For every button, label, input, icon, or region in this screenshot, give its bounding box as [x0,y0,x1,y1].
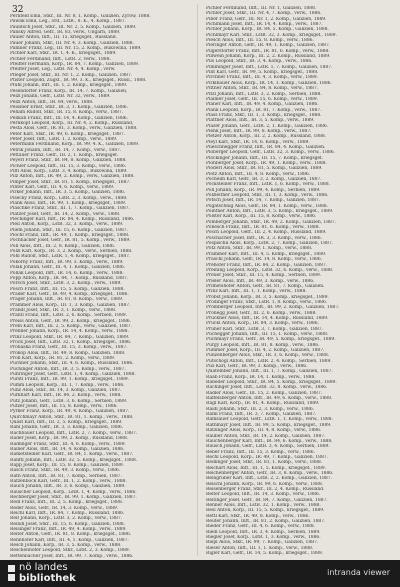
list-entry: Pelzl Johann, Gefr., LstB. Nr. 32, verw., 1889. [10,94,111,100]
list-entry: Pfeiffer Hermann, Korp., IR. 84, 7. Komp., Galizien, 1889. [10,62,140,68]
list-entry: Reichart Alois, Inft., III. 1, 5. Komp., kriegsgef., 1889. [206,465,326,471]
list-entry: Pichlmayr Karl, Stkr., LstB. 32, 3. Komp., kriegsgef., 1889. [206,32,337,38]
list-entry: Pimper Josef, Stkr., IR. 81, 1. Komp., kriegsgef., 1887. [10,179,131,185]
logo-mark-icon [8,565,15,581]
list-entry: Posch Franz, Inft., III. 15, 5. Komp., Galizien, 1888. [10,286,125,292]
list-entry: Pesta Alois, Gefr., IR. 81, 3. Komp., verw., Galizien, 1888. [10,126,138,132]
list-entry: Quast Karl, Inft., III. 2, 5. Komp., kriegsgef., 1889. [10,420,123,426]
list-entry: Plenk Josef, Inft., IR. 99, 8. Komp., verw., 1887. [206,128,312,134]
list-entry: Pokorny Franz, Inft., IR. 99, 3. Komp., verw., 1889. [10,259,124,265]
list-entry: Preiss Anton, Gefr., IR. 99, 2. Komp., kriegsgef., 1886. [10,318,131,324]
list-entry: Rachinger Josef, Inft., LstB. 32, 8. Komp., verw., 1886. [206,385,328,391]
list-entry: Pöcheim Karl, Gefr., IR. 3, 2. Komp., Galizien, 1887. [206,177,322,182]
list-entry: Renner Alois, Inft., LstB. 32, 1. Komp., verw., 1888. [206,502,321,508]
list-entry: Ratzinger Alois, Korp., III. 4, 8. Komp., verw., 1886. [206,428,322,434]
list-entry: Pleyl Karl, Stkr., IR. 14, 6. Komp., verw., 1889. [206,139,310,145]
list-entry: Ranftl Johann, Inft., LstB. 32, 5. Komp., kriegsgef., 1888. [10,457,138,463]
list-entry: Prandl Josef, Stkr., IR. 3, 1. Komp., verw., 1888. [10,307,117,313]
list-entry: Pöll Johann, Korp., IR. 99, 4. Komp., Serbien, 1889. [206,187,321,193]
list-entry: Pliem Johann, Stkr., III. 15, 6. Komp., Galizien, 1887. [10,227,128,233]
list-entry: Pux Karl, Gefr., IR. 99, 3. Komp., verw., 1886. [206,364,308,370]
list-entry: Plattner Alois, Inft., IR. 3, 5. Komp., verw., 1889. [206,118,315,124]
list-entry: Reitinger Josef, Gefr., IR. 84, 7. Komp., Galizien, 1887. [206,497,328,503]
list-entry: Peissner Ernst, Stkr., IR. 3, 1. Komp., Galizien, 1886. [10,104,128,110]
list-entry: Peham Rudolf, Stkr., IR. 15, 8. Komp., verw., 1887. [10,110,124,116]
library-logo[interactable] [8,562,76,584]
list-entry: Rader Josef, Korp., IR. 99, 2. Komp., Russland, 1888. [10,436,129,442]
list-entry: Reuter Johann, Inft., IR. 81, 2. Komp., Galizien, 1887. [206,519,326,524]
list-entry: Prinz Leopold, Stkr., IR. 84, 7. Komp., Galizien, 1889. [10,334,130,340]
list-entry: Rathmayr Josef, Inft., IR. 99, 5. Komp., kriegsgef., 1889. [206,422,332,428]
list-entry: Rabeder Leopold, Stkr., IR. 84, 5. Komp., kriegsgef., 1889. [206,380,337,386]
list-entry: Prager Johann, Inft., IR. 81, 8. Komp., verw., 1889. [10,297,124,303]
list-entry: Piber Franz, Gefr., III. Nr. 1, 2. Komp., Galizien, 1889. [206,16,327,22]
list-entry: Plöderl Alois, Stkr., IR. 81, 5. Komp., Galizien, 1889. [206,166,323,172]
list-entry: Rechberger Josef, Stkr., IR. 99, 1. Komp., Galizien, 1887. [10,494,137,500]
list-entry: Peter Karl, Stkr., IR. 49, 6. Komp., kriegsgef., 1887. [10,131,126,137]
list-entry: Polster Karl, Korp., III. 15, 8. Komp., verw., 1886. [206,214,317,220]
list-entry: Pöcksteiner Franz, Inft., LstR. 1, 6. Komp., verw., 1888. [206,182,330,188]
list-entry: Plazer Johann, Gefr., LstR. 2, 1. Komp., Galizien, 1886. [206,123,329,129]
list-entry: Rabl Johann, Gefr., IR. 3, 3. Komp., Galizien, 1886. [10,425,124,431]
list-entry: Prieler Alois, Inft., IR. 49, 3. Komp., verw., 1886. [206,278,315,284]
list-entry: Rauch Johann, Inft., IR. 3, 6. Komp., Galizien, 1889. [10,484,126,490]
list-entry: Pils Leopold, Stkr., IR. 3, 4. Komp., verw., 1886. [206,59,313,65]
list-entry: Peyerl Franz, Stkr., IR. 84, 8. Komp., Galizien, 1888. [10,158,127,164]
list-entry: Pawlik Emil, Leg., ord., LstB., 8. K., 4. Komp., 1887. [10,19,126,25]
list-entry: Pointner Anton, Inft., LstB. 3, 5. Komp., kriegsgef., 1889. [206,209,334,215]
list-entry: Rechl Leopold, Korp., IR. 49, 7. Komp., Galizien, 1887. [206,454,328,460]
list-entry: Pillwein Johann, Korp., III. 2, 2. Komp., Russland, 1889. [206,54,331,60]
list-entry: Ponesch Franz, Inft., IR. 81, 6. Komp., verw., 1888. [206,225,320,231]
list-entry: Ratzenböck Karl, Gefr., III. 1, 2. Komp., verw., 1888. [10,478,127,484]
list-entry: Pichler Leopold, Inft., III. 15, 3. Komp., verw., 1886. [10,163,127,169]
logo-line-2: bibliothek [19,573,76,584]
list-entry: Prohaska Franz, Gefr., III. 15, 3. Komp., verw., 1887. [10,345,128,351]
list-entry: Prem Karl, Inft., III. 2, 5. Komp., verw., Galizien, 1887. [10,323,132,329]
list-entry: Pernfeld Emil, Stkr., III. Nr. 8, 1. Komp., Galizien, Zyrów, 1888. [10,14,151,19]
list-entry: Pötsch Josef, Inft., IR. 14, 7. Komp., Galizien, 1887. [206,198,321,204]
logo-text [19,562,76,584]
list-entry: Pernkopf Leopold, Korp., III. Nr. 4, 2. Komp., Russland, [10,120,134,126]
list-entry: Pint Karl, Gefr., IR. 99, 5. Komp., kriegsgef., 1888. [206,70,319,76]
list-entry: Prader Karl, Gefr., IR. 49, 4. Komp., kriegsgef., 1886. [10,291,129,297]
list-entry: Pirker Johann, Inft., IR. 3, 5. Komp., Galizien, 1886. [10,190,126,196]
list-entry: Pichler Karl, Stkr., IR. 1, 4. K., kriegsgef., 1889. [10,51,117,57]
list-entry: Pühringer Josef, Gefr., LstR. 1, 4. Komp., Galizien, 1888. [10,372,136,378]
list-entry: Primetshofer Anton, Gefr., IR. 81, 7. Komp., Galizien. [206,283,325,289]
list-entry: Pimminger Josef, Inft., LstR. 1, 7. Komp., Galizien, 1887. [206,64,333,70]
list-entry: Rennhofer Karl, Inft., III. 4, 1. Komp., Galizien, 1887. [10,537,129,543]
list-entry: Pichlmann Josef, Inft., IR. 14, 4. Komp., verw., 1887. [206,22,323,28]
list-entry: Pirchner Franz, Inft., III. 4, 3. Komp., verw., 1889. [206,75,318,81]
list-entry: Rath Anton, Inft., IR. 81, 7. Komp., Serbien, 1887. [10,473,122,479]
list-entry: Pumm Leopold, Korp., III. 1, 7. Komp., verw., 1886. [10,382,125,388]
list-entry: Rigler Karl, Gefr., IR. 14, 5. Komp., kriegsgef., 1889. [206,551,324,557]
list-entry: Riedl Leopold, Inft., IR. 3, 4. Komp., Serbien, 1889. [206,529,321,535]
list-entry: Prinz Karl, Inft., III. 1, 1. Komp., verw., 1888. [206,289,307,295]
list-entry: Pomberger Johann, Stkr., IR. 49, 2. Komp., Galizien, 1887. [206,219,337,225]
list-entry: Riegler Josef, Korp., LstR. 1, 3. Komp., verw., 1886. [206,535,321,541]
list-entry: Rieder Franz, Gefr., III. 4, 6. Komp., verw., 1888. [206,524,315,530]
list-entry: Polak Johann, Gefr., III. 4, 1. Komp., Galizien, 1886. [10,265,126,271]
list-entry: Pölzl Karl, Korp., IR. 3, 2. Komp., verw., Serbien, 1888. [10,249,133,255]
page-number: 32 [12,5,24,15]
list-entry: Pfister Leopold, Zugsf., IR. 99, 3. K., kriegsgef., Russl., 1888. [10,78,147,84]
list-entry: Pfuhl Johann, Inft., III. 1, 2. Komp., kriegsgef., 1889. [10,83,128,89]
list-entry: Preuer Josef, Stkr., III. 15, 4. Komp., Serbien, 1889. [206,273,322,279]
list-entry: Prückl Anton, Korp., IR. 84, 3. Komp., verw., 1886. [206,321,319,327]
list-entry: Prammer Karl, Inft., III. 4, 5. Komp., kriegsgef., 1889. [206,251,327,257]
list-entry: Porsch Josef, Stkr., LstB. 3, 2. Komp., verw., 1889. [10,281,122,287]
list-entry: Raml Franz, Inft., IR. 3, 7. Komp., Galizien, 1887. [206,412,317,418]
list-entry: Pfleger Josef, Stkr., III. Nr. 1, 2. Komp., Galizien, 1887. [10,72,133,78]
list-entry: Platzer Josef, Gefr., IR. 14, 2. Komp., verw., 1888. [10,211,121,217]
list-entry: Pesendorfer Franz, Korp., IR. 14, 7. Komp., Galizien, [10,88,128,94]
list-entry: Pettauer Franz, Gefr., III. 2, 1. Komp., kriegsgef. [10,152,119,158]
list-entry: Pürstl Franz, Inft., IR. 99, 1. Komp., kriegsgef., 1889. [10,377,129,383]
list-entry: Purkhart Karl, Inft., IR. 84, 2. Komp., verw., 1888. [10,393,122,399]
list-entry: Pyrker Franz, Korp., IR. 49, 4. Komp., Galizien, 1887. [10,409,130,415]
list-entry: Rauchenberger Karl, Inft., IR. 84, 6. Komp., verw., 1888. [206,438,333,444]
list-entry: Ramsauer Leopold, Gefr., LstR. 1, 1. Komp., verw., 1888. [206,417,333,423]
list-entry: Plank Leopold, Korp., IR. 81, 7. Komp., verw., 1887. [206,107,322,113]
list-entry: Pronegg Josef, Gefr., III. 2, 6. Komp., verw., 1888. [206,310,317,316]
list-entry: Ragl Karl, Korp., IR. 81, 4. Komp., Russland, 1889. [206,401,320,407]
list-entry: Reisenberger Franz, Stkr., III. 2, 4. Komp., Russland. [206,486,325,492]
list-entry: Pletzer Anton, Korp., III. 2, 2. Komp., Russland, 1888. [206,134,327,140]
list-entry: Pollak Leopold, Inft., IR. 14, 6. Komp., verw., 1888. [10,270,124,276]
list-entry: Plötz Anton, Inft., III. 4, 8. Komp., verw., 1886. [206,171,311,177]
list-entry: Reichenberger Anton, Gefr., IR. 3, 8. Komp., verw., 1886. [206,470,334,476]
list-entry: Riepl Alois, Stkr., IR. 99, 7. Komp., Galizien, 1887. [206,540,319,546]
list-entry: Rettenbacher Josef, Inft., IR. 99, 7. Komp., verw., 1886. [10,553,134,559]
list-entry: Reschenhofer Leopold, Stkr., LstR. 2, 3. Komp., 1889. [10,548,130,554]
right-column [206,6,384,556]
list-entry: Rachbauer Leopold, Inft., LstR. 2, 7. Komp., verw., 1887. [10,430,138,436]
list-entry: Poschacher Josef, Inft., IR. 3, 3. Komp., verw., 1886. [206,235,322,241]
list-entry: Plaschke Franz, Stkr., III. 1, 7. Komp., Galizien, 1887. [10,206,130,212]
list-entry: Petrik Johann, Inft., IR. 14, 7. Komp., verw., 1887. [10,147,122,153]
list-entry: Piesch Alois, Inft., III. 15, 8. Komp., verw., 1886. [206,38,314,44]
list-entry: Plohberger Josef, Korp., IR. 49, 1. Komp., verw., 1888. [206,160,327,166]
list-entry: Pogatschnig Alois, Gefr., IR. 84, 1. Komp., verw., 1888. [206,203,328,209]
list-entry: Radler Alois, Gefr., III. 15, 2. Komp., Galizien, 1887. [206,390,323,396]
list-entry: Puchmayr Franz, Gefr., IR. 49, 5. Komp., kriegsgef., 1889. [206,337,336,343]
list-entry: Putz Johann, Gefr., LstB. 3, 6. Komp., Serbien, 1889. [10,398,128,404]
list-entry: Reber Franz, Inft., III. 15, 3. Komp., verw., 1886. [206,449,315,455]
list-entry: Redlinger Josef, Stkr., IR. 81, 1. Komp., verw., 1888. [206,460,323,466]
list-entry: Punzenberger Alois, Stkr., IR. 3, 6. Komp., verw., 1888. [206,353,330,359]
list-entry: Pölzleitner Leopold, Stkr., III. 1, 3. Komp., verw., 1886. [206,193,329,199]
list-entry: Pelikan Franz, Inft., III. 14, 4. Komp., Galizien, 1886. [10,115,128,121]
list-entry: Petermann Ferdinand, Korp., IR. 99, 4. K., Galizien, 1889. [10,142,140,148]
list-entry: Pamner Franz, Leg., III. Nr. 15, 2. Komp., Bukowina, 1889. [10,46,142,52]
list-entry: Rapp Josef, Korp., III. 15, 8. Komp., Galizien, 1889. [10,462,125,468]
list-entry: Rauber Anton, Stkr., IR. 14, 2. Komp., Galizien, 1887. [206,433,326,439]
list-entry: Putzer Josef, Inft., III. 15, 8. Komp., verw., 1886. [10,404,118,410]
list-entry: Pröll Karl, Korp., IR. 81, 2. Komp., verw., 1889. [10,356,116,361]
list-entry: Quatember Johann, Inft., III. 1, 7. Komp., Galizien, 1887. [206,369,333,375]
list-entry: Pfeiffer Josef, Leg., LstB. Nr. 4, 4. Komp., verw. [10,67,116,73]
list-entry: Plass Franz, Stkr., III. 1, 3. Komp., kriegsgef., 1888. [206,112,322,118]
list-entry: Reindl Josef, Stkr., III. 15, 6. Komp., Galizien, 1888. [10,521,125,527]
list-entry: Reif Johann, Korp., LstB. 3, 2. Komp., verw., 1887. [10,516,123,522]
list-entry: Paulitsch Josef, Stkr., III. Nr. 2, 5. Komp., Galizien, 1889. [10,24,137,30]
list-entry: Pilgerstorfer Franz, Inft., IR. 81, 6. Komp., verw., 1888. [206,48,330,54]
list-entry: Pöchhacker Josef, Gefr., IR. 81, 5. Komp., verw., 1889. [10,238,131,244]
list-entry: Praschl Johann, Gefr., IR. 14, 8. Komp., verw., 1886. [206,257,323,263]
list-entry: Pruckner Alois, Inft., IR. 14, 4. Komp., Russland, 1889. [206,315,329,321]
list-entry: Pinter Karl, Gefr., III. 4, 6. Komp., verw., 1889. [10,185,115,190]
list-entry: Plöchl Franz, Inft., IR. 49, 1. Komp., kriegsgef., 1888. [10,233,130,239]
list-entry: Quirchmayr Anton, Stkr., IR. 81, 1. Komp., verw., 1888. [10,414,134,420]
list-entry: Pansky Alfred, Gefr., IR. 83, verw., Ungarn, 1889. [10,30,121,36]
list-entry: Promberger Leopold, Inft., IR. 99, 2. Komp., Galizien, 1887. [206,305,340,311]
list-entry: Redl Franz, Inft., III. 2, 5. Komp., kriegsgef., 1888. [10,500,124,506]
list-entry: Reingruber Karl, Inft., LstR. 2, 2. Komp., Galizien, 1887. [206,476,332,482]
list-entry: Reichl Karl, Inft., IR. 84, 7. Komp., Russland, 1886. [10,510,125,516]
left-column [10,14,188,559]
list-entry: Pöll Alois, Inft., III. 2, 8. Komp., Galizien, 1886. [10,243,116,249]
list-entry: Ploberger Leopold, Gefr., LstB. 32, 3. Komp., verw., 1886. [206,150,335,156]
list-entry: Puchegger Johann, Inft., III. 15, 1. Komp., verw., 1888. [206,331,329,337]
list-entry: Prock Josef, Inft., LstB. 32, 1. Komp., kriegsgef., 1886. [10,339,132,345]
list-entry: Prodinger Franz, Stkr., LstR. 1, 8. Komp., verw., 1886. [206,299,328,305]
list-entry: Planer Karl, Inft., IR. 49, 4. Komp., Galizien, 1886. [206,102,319,108]
list-entry: Pohl Rudolf, Stkr., LstR. 1, 4. Komp., kriegsgef., 1887. [10,254,131,260]
list-entry: Piffl Alois, Korp., LstB. 3, 4. Komp., Bukowina, 1889. [10,168,128,174]
list-entry: Rauscher Leopold, Korp., LstR. 1, 4. Komp., verw., 1886. [10,489,137,495]
column-divider [197,4,198,556]
list-entry: Rettl Karl, Stkr., IR. 49, 8. Komp., verw., 1886. [206,513,310,519]
list-entry: Prokop Alois, Inft., IR. 49, 8. Komp., Galizien, 1888. [10,350,126,356]
list-entry: Pruner Karl, Stkr., LstB. 3, 7. Komp., Galizien, 1887. [206,326,323,332]
list-entry: Putschögl Anton, Inft., LstR. 2, 4. Komp., Serbien, 1889. [206,358,332,364]
list-entry: Pummer Josef, Korp., III. 4, 2. Komp., Galizien, 1887. [206,348,325,353]
list-entry: Posch Leopold, Gefr., III. 2, 4. Komp., Russland, 1889. [206,230,327,236]
list-entry: Probst Johann, Korp., IR. 3, 5. Komp., kriegsgef., 1889. [206,294,329,300]
list-entry: Plöckinger Johann, Inft., III. 15, 7. Komp., kriegsgef. [206,155,323,161]
list-entry: Radlinger Franz, Stkr., III. 4, 6. Komp., verw., 1889. [10,441,126,447]
list-entry: Pieringer Anton, Gefr., IR. 49, 1. Komp., Galizien, 1887. [206,43,331,49]
list-entry: Pisecky Franz, Korp., LstR. 2, 3. Komp., verw., 1888. [10,195,128,201]
list-entry: Puchner Johann, Stkr., III. 4, 6. Komp., Russland, 1886. [10,361,134,367]
list-entry: Reiter Leopold, Inft., IR. 14, 3. Komp., verw., 1886. [206,492,321,498]
list-entry: Plieschnegger Franz, Inft., IR. 84, 4. Komp., Galizien. [206,144,326,150]
list-entry: Pichler Josef, Stkr., III. Nr. 4, 7. Komp., verw., 1886. [206,11,322,17]
list-entry: Reisinger Franz, Inft., IR. 49, 4. Komp., verw., 1889. [10,527,127,532]
list-entry: Rieser Anton, Inft., III. 1, 1. Komp., verw., 1888. [206,545,314,551]
list-entry: Prenner Johann, Korp., IR. 14, 4. Komp., verw., 1888. [10,329,129,335]
list-entry: Pürgy Leopold, Inft., IR. 81, 8. Komp., verw., 1886. [206,342,320,348]
list-entry: Puchinger Anton, Inft., IR. 3, 5. Komp., verw., 1887. [10,366,126,372]
list-entry: Pauer Johann, Stkr., III. Nr. 4, 3. Komp., Galizien, 1888. [10,40,134,46]
list-entry: Plechinger Karl, Inft., IR. 84, 4. Komp., Russland, 1886. [10,217,135,223]
list-entry: Pichler Ferdinand, Inft., III. Nr. 1, Galizien, 1888. [206,6,317,11]
list-entry: Reischl Johann, Korp., IR. 99, 6. Komp., verw., 1888. [206,481,324,487]
list-entry: Pirklbauer Alois, Korp., IR. 14, 1. Komp., Galizien, 1886. [206,80,332,86]
list-entry: Pichler Ferdinand, Inft., LstR. 2, verw., 1888. [10,56,111,62]
list-entry: Pospischil Alois, Korp., LstR. 2, 7. Komp., Galizien, 1887. [206,241,334,247]
list-entry: Rausch Johann, Gefr., LstB. 3, 4. Komp., Serbien, 1889. [206,444,330,450]
list-entry: Pleil Anton, Korp., LstB. 32, 3. Komp., verw., 1889. [10,222,124,228]
list-entry: Pelzl Anton, Inft., IR. 84, verw., 1888. [10,99,94,105]
list-entry: Resch Johann, Korp., IR. 3, 5. Komp., verw., 1888. [10,543,122,549]
list-entry: Pauler Anton, Inft., III. 15, kriegsgef., Russland. [10,35,117,41]
list-entry: Rametsteiner Karl, Gefr., IR. 84, 1. Komp., verw., 1887. [10,452,134,458]
list-entry: Pichler Johann, Korp., IR. 84, 5. Komp., Galizien, 1888. [206,27,329,33]
viewer-label: intranda viewer [327,568,390,577]
list-entry: Rainer Alois, Inft., IR. 14, 4. Komp., Galizien, 1886. [10,446,125,452]
list-entry: Plaimer Josef, Gefr., III. 15, 6. Komp., verw., 1889. [206,96,318,102]
list-entry: Reder Alois, Gefr., IR. 14, 3. Komp., verw., 1889. [10,505,119,511]
list-entry: Peter Josef, Inft., LstR. 1, 2. Komp., verw., 1889. [10,136,118,142]
list-entry: Prantl Franz, Inft., LstR. 2, 6. Komp., Serbien, 1889. [10,313,127,319]
list-entry: Preining Leopold, Korp., LstB. 32, 6. Komp., verw., 1888. [206,267,334,273]
list-entry: Resl Anton, Korp., III. 15, 5. Komp., kriegsgef., 1889. [206,508,325,514]
list-entry: Punz Alois, Stkr., IR. 14, 3. Komp., Galizien, 1887. [10,388,122,394]
list-entry: Raffelsberger Anton, Inft., IR. 49, 6. Komp., verw., 1888. [206,396,333,402]
list-entry: Pitzl Johann, Inft., LstB. 3, 2. Komp., Serbien, 1888. [206,91,322,97]
list-entry: Raidl Johann, Stkr., III. 2, 3. Komp., verw., 1886. [206,406,315,412]
logo-line-1: nö landes [19,562,68,573]
list-entry: Prammer Alois, Korp., III. 1, 3. Komp., Galizien, 1887. [10,302,131,308]
list-entry: Prehofer Franz, Inft., IR. 84, 2. Komp., Galizien, 1887. [206,262,328,268]
list-entry: Potz Anton, Stkr., IR. 99, 1. Komp., verw., 1888. [206,246,313,252]
viewer-footer [0,560,400,587]
list-entry: Pittner Anton, Stkr., IR. 84, 8. Komp., verw., 1887. [206,86,319,92]
list-entry: Pilz Anton, Inft., IR. 49, 2. Komp., verw., Galizien, 1888. [10,174,135,180]
list-entry: Reiter Anton, Gefr., IR. 81, 8. Komp., kriegsgef., 1886. [10,532,132,538]
list-entry: Raab Franz, Korp., IR. 14, 1. Komp., verw., 1888. [206,374,316,380]
list-entry: Popp Anton, Korp., IR. 84, 7. Komp., Russland, 1887. [10,275,129,281]
list-entry: Rasch Franz, Stkr., IR. 49, 3. Komp., verw., 1886. [10,468,121,474]
list-entry: Plank Alois, Inft., IR. 99, 1. Komp., kriegsgef., 1889. [10,201,127,207]
